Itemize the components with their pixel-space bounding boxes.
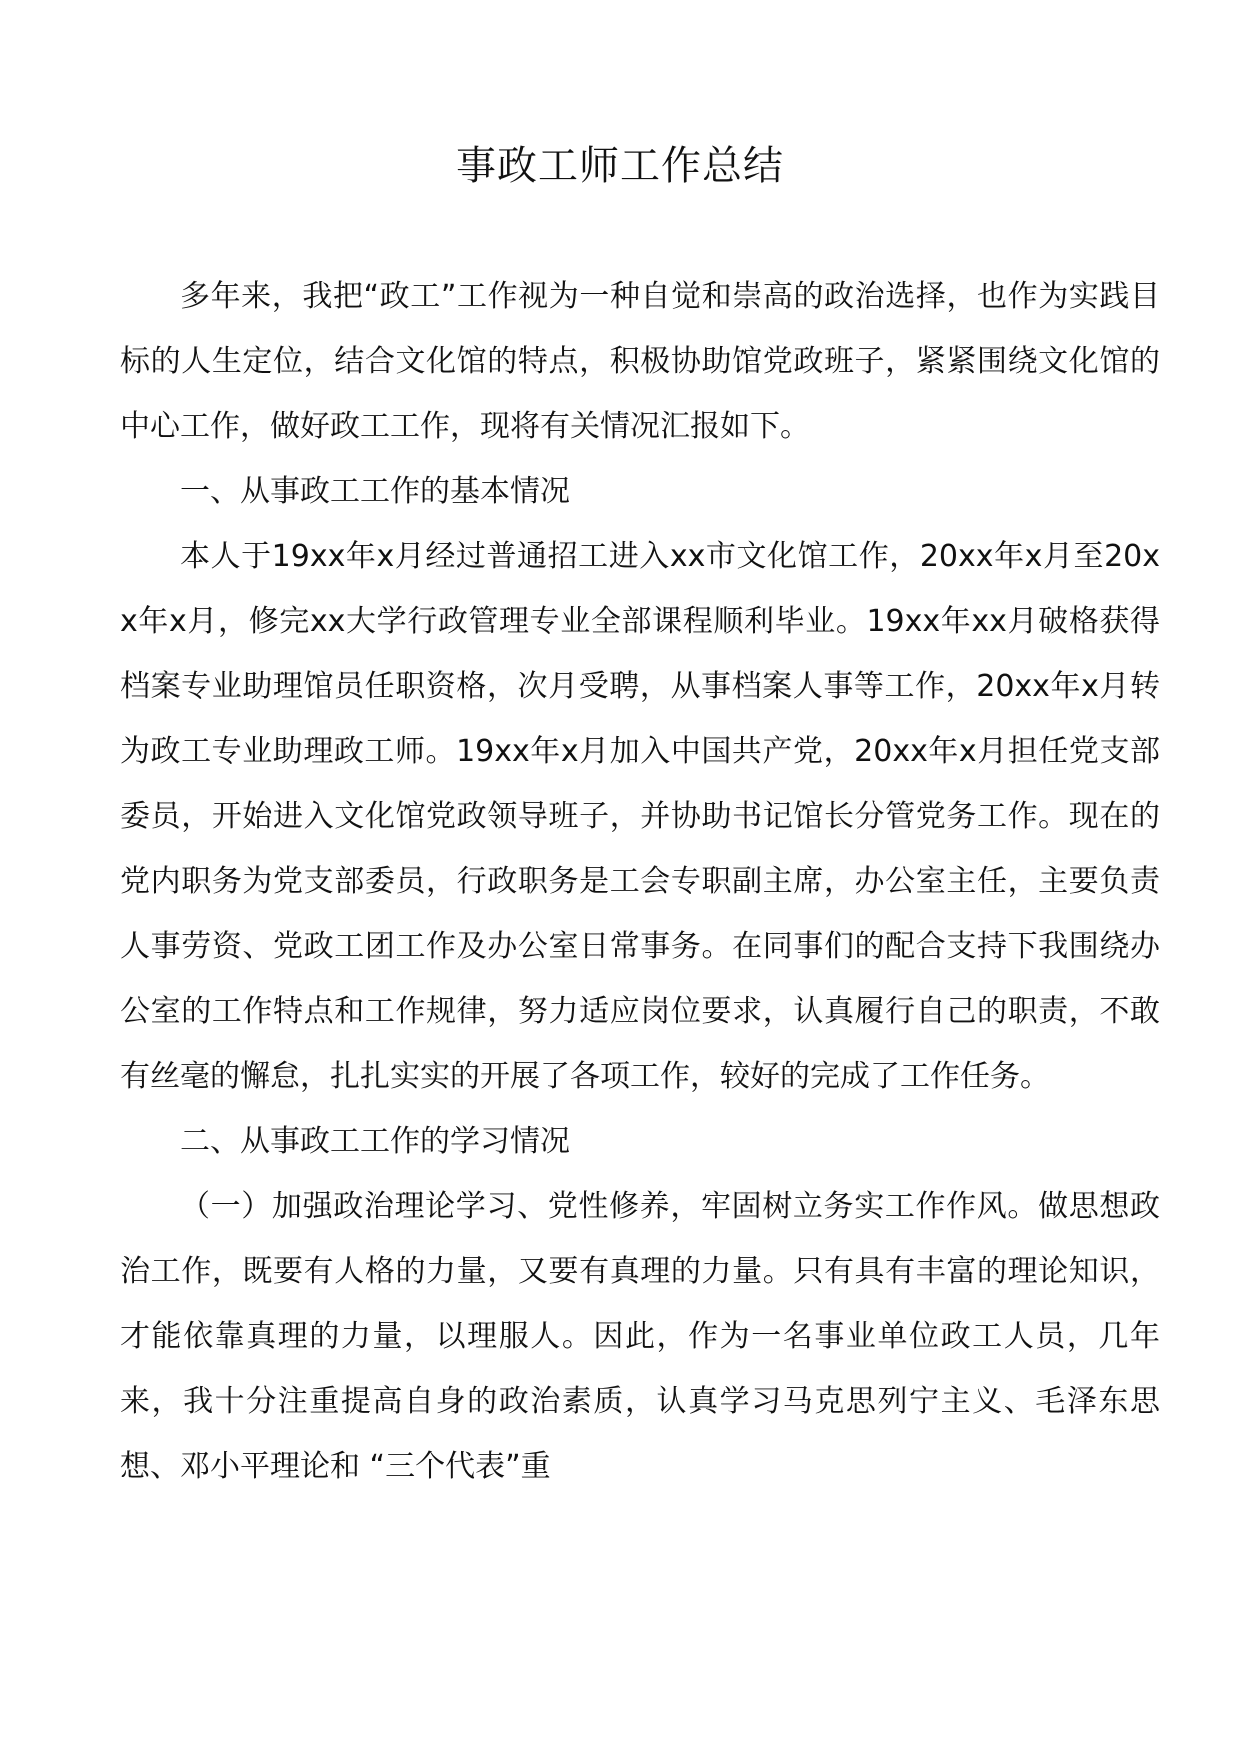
section-heading-study-situation: 二、从事政工工作的学习情况 [180, 1124, 570, 1159]
paragraph-intro: 多年来，我把“政工”工作视为一种自觉和崇高的政治选择，也作为实践目标的人生定位，结合文化馆的特点，积极协助馆党政班子，紧紧围绕文化馆的中心工作，做好政工工作，现将有关情况汇报如下。 [120, 279, 1160, 444]
paragraph-study-situation: （一）加强政治理论学习、党性修养，牢固树立务实工作作风。做思想政治工作，既要有人格的力量，又要有真理的力量。只有具有丰富的理论知识，才能依靠真理的力量，以理服人。因此，作为一名事业单位政工人员，几年来，我十分注重提高自身的政治素质，认真学习马克思列宁主义、毛泽东思想、邓小平理论和 “三个代表”重 [120, 1189, 1160, 1484]
document-title: 事政工师工作总结 [456, 143, 784, 189]
section-heading-basic-situation: 一、从事政工工作的基本情况 [180, 474, 570, 509]
document-body [120, 264, 1160, 1499]
paragraph-basic-situation: 本人于19xx年x月经过普通招工进入xx市文化馆工作，20xx年x月至20xx年x月，修完xx大学行政管理专业全部课程顺利毕业。19xx年xx月破格获得档案专业助理馆员任职资格，次月受聘，从事档案人事等工作，20xx年x月转为政工专业助理政工师。19xx年x月加入中国共产党，20xx年x月担任党支部委员，开始进入文化馆党政领导班子，并协助书记馆长分管党务工作。现在的党内职务为党支部委员，行政职务是工会专职副主席，办公室主任，主要负责人事劳资、党政工团工作及办公室日常事务。在同事们的配合支持下我围绕办公室的工作特点和工作规律，努力适应岗位要求，认真履行自己的职责，不敢有丝毫的懈怠，扎扎实实的开展了各项工作，较好的完成了工作任务。 [120, 539, 1160, 1094]
